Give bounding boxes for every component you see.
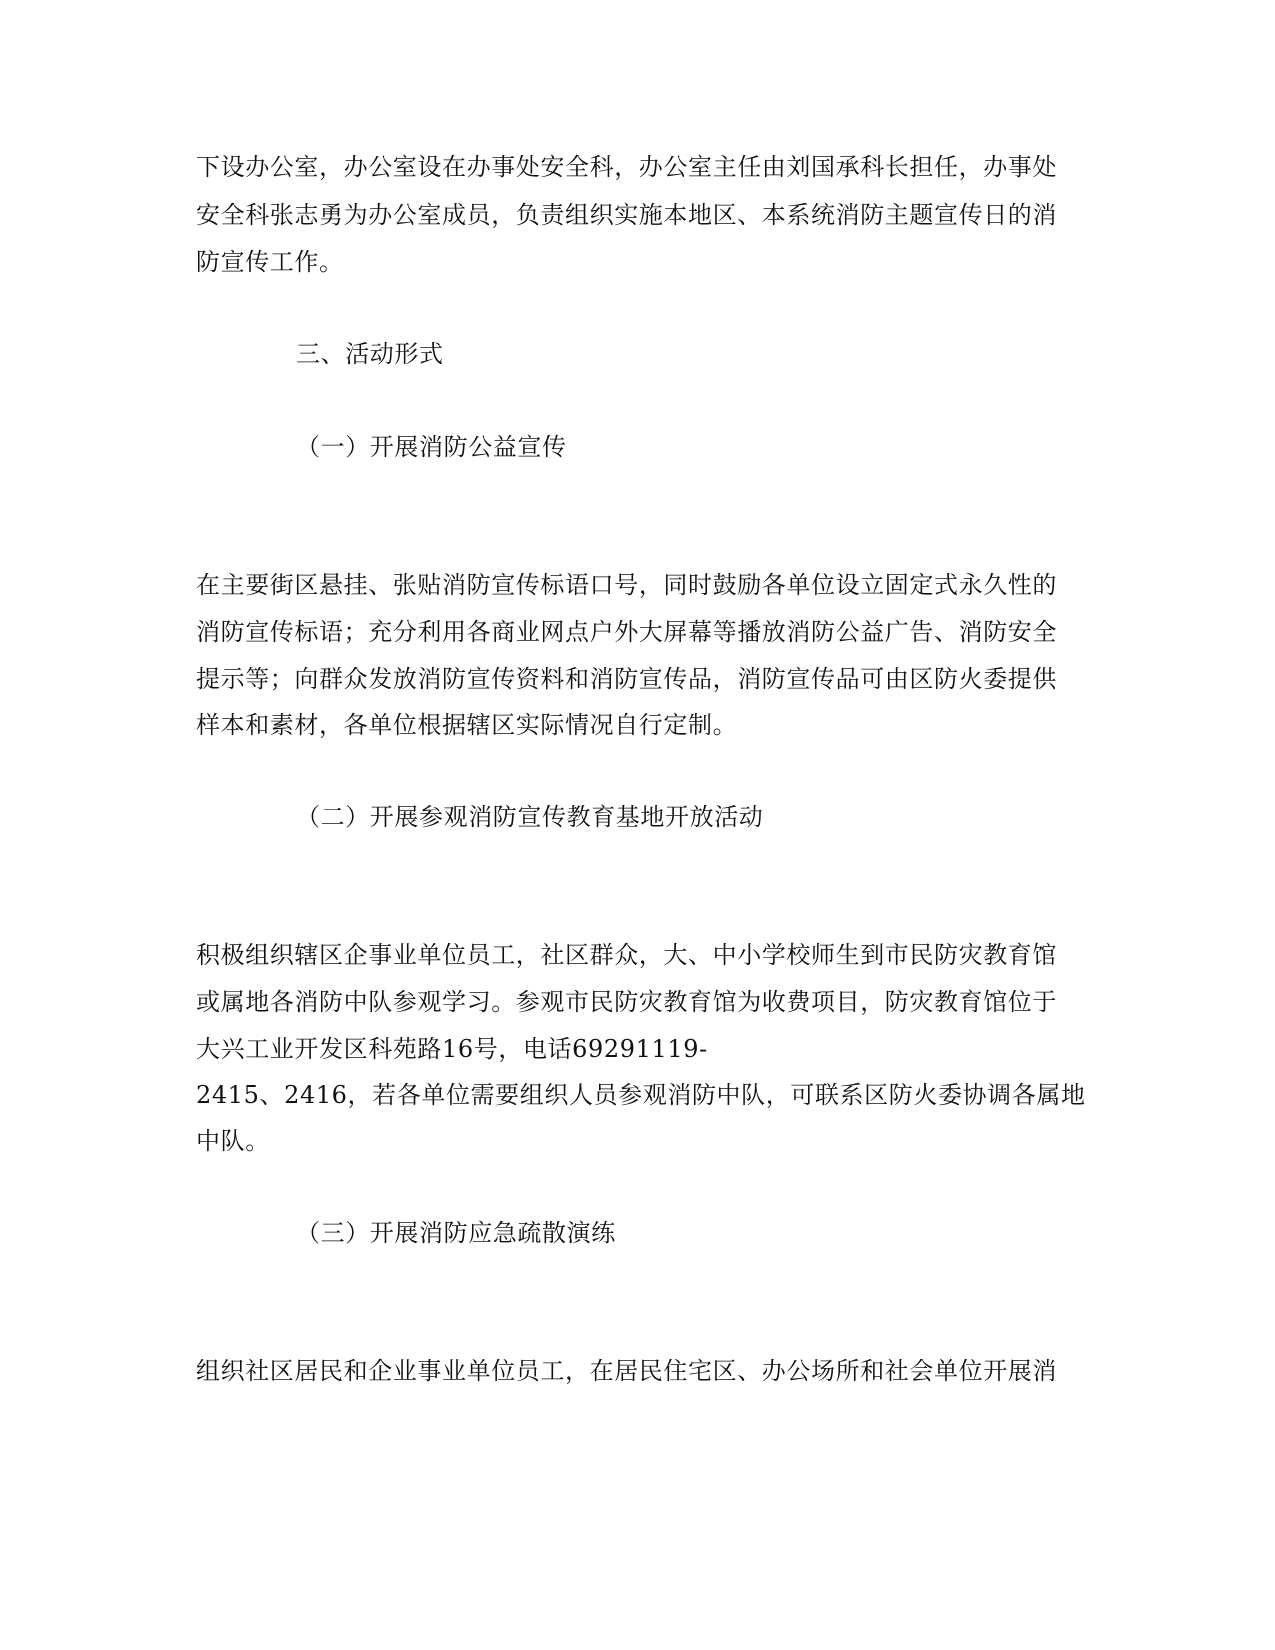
paragraph-line: 样本和素材，各单位根据辖区实际情况自行定制。	[196, 711, 738, 739]
paragraph-line: 2415、2416，若各单位需要组织人员参观消防中队，可联系区防火委协调各属地	[196, 1081, 1086, 1109]
paragraph-line: 组织社区居民和企业事业单位员工，在居民住宅区、办公场所和社会单位开展消	[196, 1357, 1057, 1385]
subsection-heading: （三）开展消防应急疏散演练	[296, 1219, 616, 1247]
paragraph-line: 安全科张志勇为办公室成员，负责组织实施本地区、本系统消防主题宣传日的消	[196, 201, 1057, 229]
subsection-heading: （二）开展参观消防宣传教育基地开放活动	[296, 803, 764, 831]
paragraph-line: 中队。	[196, 1127, 270, 1155]
paragraph-line: 大兴工业开发区科苑路16号，电话69291119-	[196, 1035, 708, 1063]
paragraph-line: 或属地各消防中队参观学习。参观市民防灾教育馆为收费项目，防灾教育馆位于	[196, 988, 1057, 1016]
paragraph-line: 提示等；向群众发放消防宣传资料和消防宣传品，消防宣传品可由区防火委提供	[196, 665, 1057, 693]
section-heading: 三、活动形式	[296, 340, 444, 368]
paragraph-line: 防宣传工作。	[196, 248, 344, 276]
subsection-heading: （一）开展消防公益宣传	[296, 433, 567, 461]
paragraph-line: 下设办公室，办公室设在办事处安全科，办公室主任由刘国承科长担任，办事处	[196, 153, 1057, 181]
paragraph-line: 积极组织辖区企事业单位员工，社区群众，大、中小学校师生到市民防灾教育馆	[196, 941, 1057, 969]
paragraph-line: 在主要街区悬挂、张贴消防宣传标语口号，同时鼓励各单位设立固定式永久性的	[196, 571, 1057, 599]
paragraph-line: 消防宣传标语；充分利用各商业网点户外大屏幕等播放消防公益广告、消防安全	[196, 618, 1057, 646]
